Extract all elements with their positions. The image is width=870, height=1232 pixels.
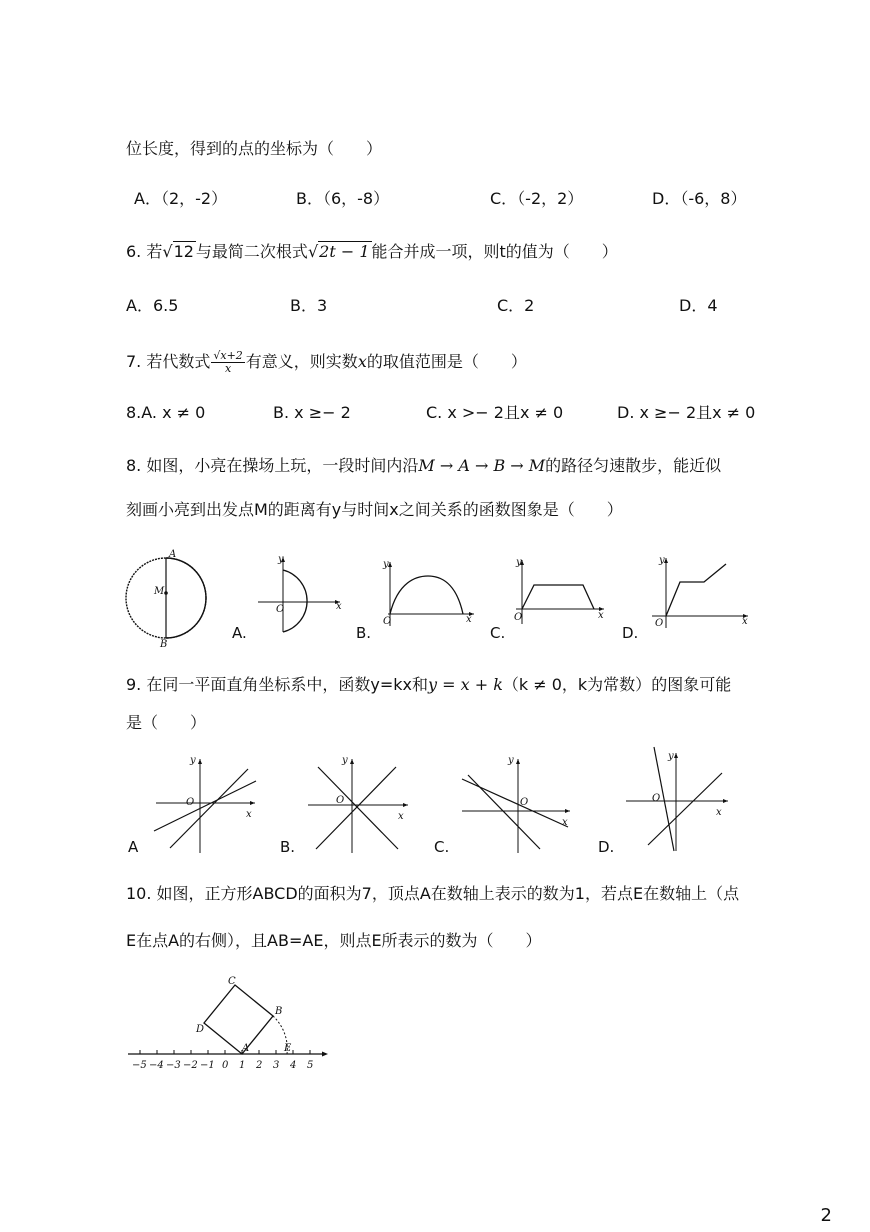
svg-text:y: y <box>508 755 514 766</box>
q8-graph-b <box>380 556 476 628</box>
svg-text:5: 5 <box>307 1060 314 1071</box>
svg-text:O: O <box>383 616 392 627</box>
svg-text:4: 4 <box>290 1060 297 1071</box>
q8-label-a: A. <box>232 624 247 642</box>
svg-text:y: y <box>278 554 284 565</box>
q6-mid: 与最简二次根式 <box>195 242 308 261</box>
svg-text:x: x <box>716 807 722 818</box>
q6-stem <box>126 242 618 262</box>
q8-path: M → A → B → M <box>418 456 546 475</box>
q5-option-a: A．（2，-2） <box>134 189 228 208</box>
q9-label-a: A <box>128 838 139 856</box>
q9-graph-b <box>306 753 412 855</box>
q8-circle-figure <box>120 548 215 648</box>
svg-text:y: y <box>659 555 665 566</box>
svg-text:O: O <box>514 612 523 623</box>
q9-label-b: B. <box>280 838 296 856</box>
q8-graph-a <box>258 554 348 634</box>
q9-graph-d <box>624 745 734 853</box>
q8-graph-c <box>512 554 608 628</box>
svg-text:B: B <box>275 1006 283 1017</box>
svg-text:y: y <box>342 755 348 766</box>
q7-var: x <box>357 352 367 371</box>
q9-eq: y = x + k <box>427 675 503 694</box>
q8-label-d: D. <box>622 624 639 642</box>
q7-suffix-b: 的取值范围是（ ） <box>366 352 527 371</box>
svg-text:−5: −5 <box>132 1060 147 1071</box>
svg-text:0: 0 <box>222 1060 229 1071</box>
q6-suffix: 能合并成一项，则t的值为（ ） <box>371 242 618 261</box>
svg-text:B: B <box>160 639 168 650</box>
q10-stem-line2: E在点A的右侧），且AB=AE，则点E所表示的数为（ ） <box>126 931 542 950</box>
svg-text:−4: −4 <box>149 1060 164 1071</box>
q8-graph-d <box>650 552 752 628</box>
svg-text:3: 3 <box>273 1060 280 1071</box>
q5-option-b: B．（6，-8） <box>296 189 390 208</box>
svg-text:x: x <box>246 809 252 820</box>
q6-option-a: A．6.5 <box>126 296 179 315</box>
svg-text:O: O <box>336 795 345 806</box>
svg-text:−3: −3 <box>166 1060 181 1071</box>
svg-text:−1: −1 <box>200 1060 215 1071</box>
svg-text:A: A <box>242 1043 250 1054</box>
svg-text:O: O <box>276 604 285 615</box>
q6-option-c: C．2 <box>497 296 535 315</box>
q8-label-c: C. <box>490 624 506 642</box>
svg-text:O: O <box>520 797 529 808</box>
q6-option-b: B．3 <box>290 296 328 315</box>
q5-option-d: D．（-6，8） <box>652 189 747 208</box>
page-number: 2 <box>820 1205 832 1226</box>
q9-label-d: D. <box>598 838 615 856</box>
svg-text:M: M <box>154 586 165 597</box>
svg-text:y: y <box>668 751 674 762</box>
svg-text:D: D <box>196 1024 205 1035</box>
svg-text:x: x <box>742 616 748 627</box>
q10-tick-labels <box>132 1060 313 1071</box>
q9-graph-c <box>456 753 576 855</box>
svg-text:1: 1 <box>239 1060 246 1071</box>
svg-text:O: O <box>655 618 664 629</box>
q7-option-b: B. x ≥− 2 <box>273 403 351 422</box>
q6-radical-1: √12 <box>162 242 194 261</box>
svg-text:E: E <box>284 1043 292 1054</box>
svg-text:y: y <box>383 559 389 570</box>
svg-text:y: y <box>516 557 522 568</box>
q7-stem <box>126 350 527 375</box>
q10-stem-line1: 10. 如图，正方形ABCD的面积为7，顶点A在数轴上表示的数为1，若点E在数轴上（点 <box>126 884 740 903</box>
q5-stem: 位长度，得到的点的坐标为（ ） <box>126 139 383 158</box>
svg-text:C: C <box>228 976 236 987</box>
q8-stem-line2: 刻画小亮到出发点M的距离有y与时间x之间关系的函数图象是（ ） <box>126 500 623 519</box>
q9-stem-line2: 是（ ） <box>126 713 207 732</box>
q7-suffix-a: 有意义，则实数 <box>245 352 358 371</box>
q6-radical-2: √2t − 1 <box>307 242 370 261</box>
q9-graph-a <box>150 753 262 855</box>
q6-prefix: 6. 若 <box>126 242 163 261</box>
svg-text:y: y <box>190 755 196 766</box>
q7-option-a: 8.A. x ≠ 0 <box>126 403 206 422</box>
q7-option-d: D. x ≥− 2且x ≠ 0 <box>617 403 756 422</box>
svg-text:x: x <box>562 817 568 828</box>
q9-label-c: C. <box>434 838 450 856</box>
svg-text:O: O <box>652 793 661 804</box>
q7-fraction: $\frac{√x+2}{x}$ <box>213 349 243 375</box>
svg-text:2: 2 <box>256 1060 263 1071</box>
q9-cond: （k ≠ 0，k为常数） <box>502 675 652 694</box>
q7-option-c: C. x >− 2且x ≠ 0 <box>426 403 564 422</box>
q9-stem-line1: 9. 在同一平面直角坐标系中，函数y=kx和y = x + k（k ≠ 0，k为常数）的图象可能 <box>126 675 732 694</box>
svg-text:A: A <box>169 549 177 560</box>
svg-text:x: x <box>336 601 342 612</box>
svg-text:O: O <box>186 797 195 808</box>
q8-stem-line1: 8. 如图，小亮在操场上玩，一段时间内沿M → A → B → M的路径匀速散步，能近似 <box>126 456 722 475</box>
q8-label-b: B. <box>356 624 372 642</box>
q5-option-c: C．（-2，2） <box>490 189 584 208</box>
q7-prefix: 7. 若代数式 <box>126 352 211 371</box>
svg-text:x: x <box>398 811 404 822</box>
svg-text:x: x <box>466 614 472 625</box>
q6-option-d: D．4 <box>679 296 718 315</box>
svg-text:x: x <box>598 610 604 621</box>
svg-text:−2: −2 <box>183 1060 198 1071</box>
q10-figure <box>126 972 332 1072</box>
